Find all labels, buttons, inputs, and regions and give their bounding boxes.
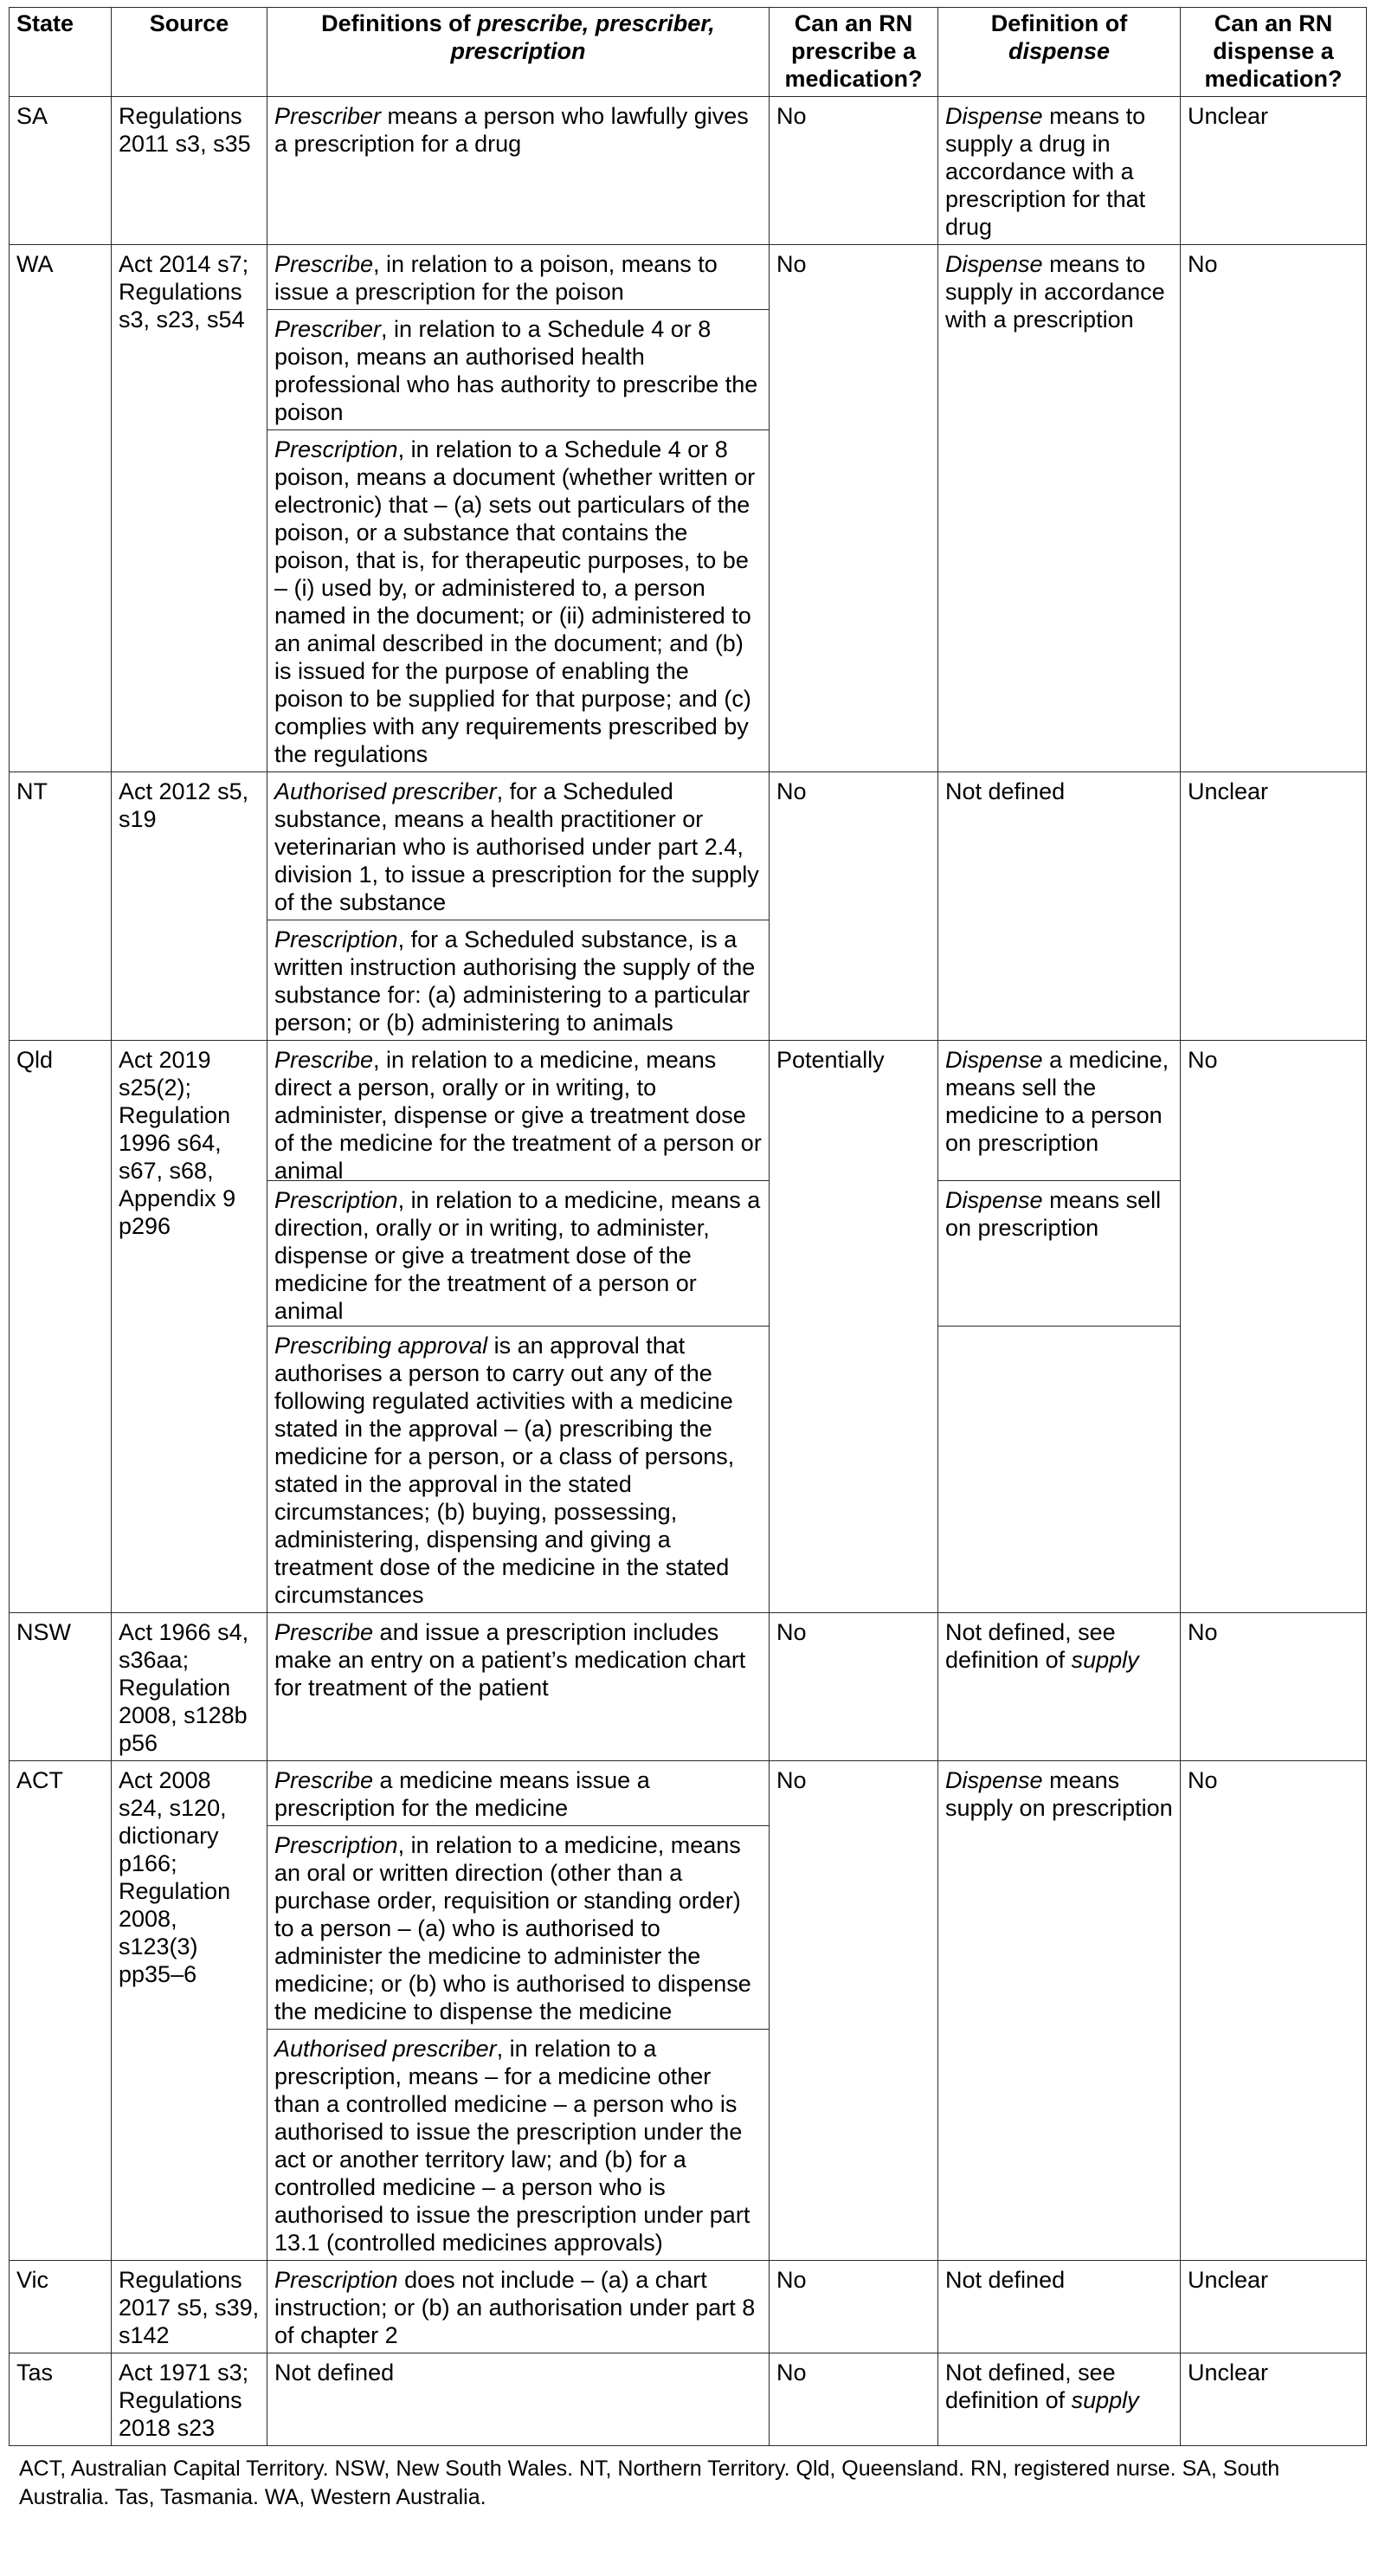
table-row-qld: [10, 1041, 1367, 1613]
can-prescribe-cell: No: [770, 1761, 938, 2261]
definition-item: Authorised prescriber, for a Scheduled substance, means a health practitioner or veterinarian who is authorised under part 2.4, division 1, to issue a prescription for the supply of the substance: [267, 772, 769, 920]
can-prescribe-cell: No: [770, 2261, 938, 2353]
definitions-cell: [267, 1613, 770, 1761]
dispense-item-empty: [938, 1327, 1180, 1335]
definition-item: Prescription, in relation to a Schedule 4 or 8 poison, means a document (whether written or electronic) that – (a) sets out particulars of the poison, or a substance that contains the poison, that is, for therapeutic purposes, to be – (i) used by, or administered to, a person named in the document; or (ii) administered to an animal described in the document; and (b) is issued for the purpose of enabling the poison to be supplied for that purpose; and (c) complies with any requirements prescribed by the regulations: [274, 436, 756, 767]
definition-item: Prescribe, in relation to a medicine, means direct a person, orally or in writing, to administer, dispense or give a treatment dose of the medicine for the treatment of a person or animal: [267, 1041, 769, 1181]
dispense-item: Dispense a medicine, means sell the medicine to a person on prescription: [938, 1041, 1180, 1181]
source-cell: Regulations 2011 s3, s35: [112, 97, 267, 245]
source-cell: Act 2019 s25(2); Regulation 1996 s64, s67, s68, Appendix 9 p296: [112, 1041, 267, 1613]
table-row-vic: [10, 2261, 1367, 2353]
dispense-definition-cell: Dispense means to supply in accordance with a prescription: [938, 245, 1181, 772]
definitions-cell: [267, 245, 770, 772]
definitions-cell: [267, 772, 770, 1041]
definitions-cell: [267, 1761, 770, 2261]
dispense-definition-cell: Dispense means to supply a drug in accordance with a prescription for that drug: [938, 97, 1181, 245]
dispense-definition-cell: Dispense means supply on prescription: [938, 1761, 1181, 2261]
header-source: Source: [112, 8, 267, 97]
definition-item: Prescription, in relation to a medicine, means an oral or written direction (other than a purchase order, requisition or standing order) to a person – (a) who is authorised to administer the medicine to administer the medicine; or (b) who is authorised to dispense the medicine to dispense the medicine: [267, 1826, 769, 2030]
state-cell: NT: [10, 772, 112, 1041]
definition-item: Prescription, for a Scheduled substance, is a written instruction authorising the supply of the substance for: (a) administering to a particular person; or (b) administering to animals: [274, 926, 756, 1036]
header-dispense-definition: Definition of dispense: [938, 8, 1181, 97]
can-prescribe-cell: No: [770, 97, 938, 245]
state-cell: Qld: [10, 1041, 112, 1613]
state-cell: Vic: [10, 2261, 112, 2353]
can-dispense-cell: No: [1181, 245, 1367, 772]
dispense-definition-cell: Not defined, see definition of supply: [938, 2353, 1181, 2446]
definitions-cell: Not defined: [267, 2353, 770, 2446]
table-row-nt: [10, 772, 1367, 1041]
definition-item: Prescription does not include – (a) a chart instruction; or (b) an authorisation under part 8 of chapter 2: [274, 2267, 756, 2348]
table-row-act: [10, 1761, 1367, 2261]
can-dispense-cell: Unclear: [1181, 2353, 1367, 2446]
can-prescribe-cell: No: [770, 772, 938, 1041]
state-cell: NSW: [10, 1613, 112, 1761]
header-state: State: [10, 8, 112, 97]
dispense-definition-cell: [938, 1041, 1181, 1613]
dispense-item: Dispense means sell on prescription: [938, 1181, 1180, 1327]
header-can-dispense: Can an RN dispense a medication?: [1181, 8, 1367, 97]
can-dispense-cell: No: [1181, 1613, 1367, 1761]
can-prescribe-cell: Potentially: [770, 1041, 938, 1613]
can-dispense-cell: No: [1181, 1041, 1367, 1613]
header-can-prescribe: Can an RN prescribe a medication?: [770, 8, 938, 97]
definition-item: Prescribe, in relation to a poison, means to issue a prescription for the poison: [267, 245, 769, 310]
table-row-wa: [10, 245, 1367, 772]
table-row-sa: [10, 97, 1367, 245]
definitions-cell: [267, 97, 770, 245]
dispense-definition-cell: Not defined: [938, 772, 1181, 1041]
document: [9, 7, 1366, 2512]
dispense-definition-cell: Not defined, see definition of supply: [938, 1613, 1181, 1761]
state-cell: Tas: [10, 2353, 112, 2446]
can-prescribe-cell: No: [770, 245, 938, 772]
definition-item: Prescribe and issue a prescription includes make an entry on a patient’s medication chart for treatment of the patient: [274, 1619, 746, 1701]
state-cell: WA: [10, 245, 112, 772]
source-cell: Regulations 2017 s5, s39, s142: [112, 2261, 267, 2353]
source-cell: Act 1971 s3; Regulations 2018 s23: [112, 2353, 267, 2446]
source-cell: Act 2012 s5, s19: [112, 772, 267, 1041]
source-cell: Act 2008 s24, s120, dictionary p166; Regulation 2008, s123(3) pp35–6: [112, 1761, 267, 2261]
can-dispense-cell: Unclear: [1181, 2261, 1367, 2353]
table-row-tas: [10, 2353, 1367, 2446]
table-footnote: ACT, Australian Capital Territory. NSW, New South Wales. NT, Northern Territory. Qld, Queensland. RN, registered nurse. SA, South Australia. Tas, Tasmania. WA, Western Australia.: [19, 2457, 1280, 2509]
state-cell: SA: [10, 97, 112, 245]
can-dispense-cell: No: [1181, 1761, 1367, 2261]
definition-item: Prescriber means a person who lawfully gives a prescription for a drug: [274, 103, 749, 157]
can-dispense-cell: Unclear: [1181, 772, 1367, 1041]
state-cell: ACT: [10, 1761, 112, 2261]
can-prescribe-cell: No: [770, 2353, 938, 2446]
definitions-cell: [267, 2261, 770, 2353]
dispense-definition-cell: Not defined: [938, 2261, 1181, 2353]
source-cell: Act 2014 s7; Regulations s3, s23, s54: [112, 245, 267, 772]
table-row-nsw: [10, 1613, 1367, 1761]
source-cell: Act 1966 s4, s36aa; Regulation 2008, s128b p56: [112, 1613, 267, 1761]
definitions-cell: [267, 1041, 770, 1613]
can-prescribe-cell: No: [770, 1613, 938, 1761]
can-dispense-cell: Unclear: [1181, 97, 1367, 245]
definition-item: Prescribing approval is an approval that authorises a person to carry out any of the following regulated activities with a medicine stated in the approval – (a) prescribing the medicine for a person, or a class of persons, stated in the approval in the stated circumstances; (b) buying, possessing, administering, dispensing and giving a treatment dose of the medicine in the stated circumstances: [274, 1333, 735, 1608]
header-definitions: Definitions of prescribe, prescriber, prescription: [267, 8, 770, 97]
definition-item: Prescribe a medicine means issue a prescription for the medicine: [267, 1761, 769, 1826]
header-row: [10, 8, 1367, 97]
definition-item: Prescription, in relation to a medicine, means a direction, orally or in writing, to administer, dispense or give a treatment dose of the medicine for the treatment of a person or animal: [267, 1181, 769, 1327]
legislation-table: [9, 7, 1367, 2446]
definition-item: Authorised prescriber, in relation to a prescription, means – for a medicine other than a controlled medicine – a person who is authorised to issue the prescription under the act or another territory law; and (b) for a controlled medicine – a person who is authorised to issue the prescription under part 13.1 (controlled medicines approvals): [274, 2036, 750, 2256]
definition-item: Prescriber, in relation to a Schedule 4 or 8 poison, means an authorised health professional who has authority to prescribe the poison: [267, 310, 769, 430]
